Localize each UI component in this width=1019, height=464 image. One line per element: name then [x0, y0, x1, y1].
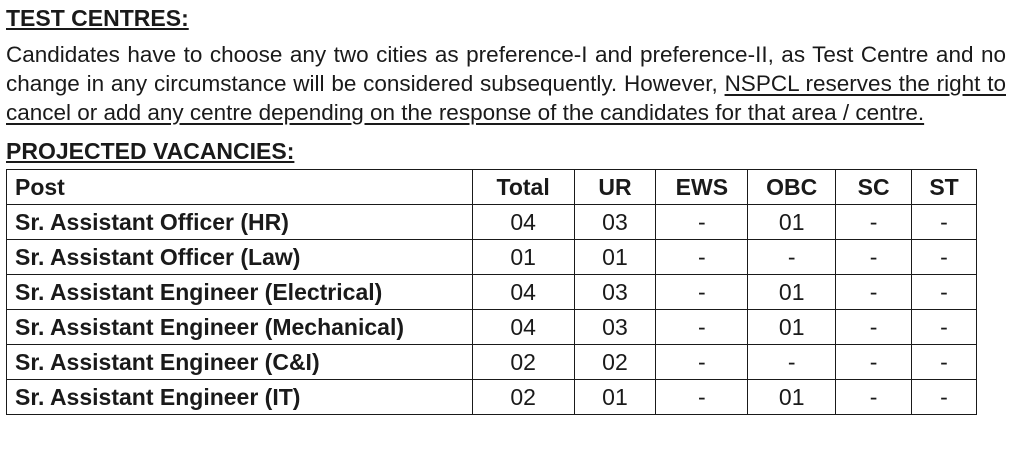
table-row	[7, 380, 977, 415]
total-cell: 04	[472, 205, 574, 240]
st-cell: -	[912, 345, 977, 380]
total-cell: 04	[472, 275, 574, 310]
ews-cell: -	[656, 310, 748, 345]
st-cell: -	[912, 310, 977, 345]
ews-cell: -	[656, 240, 748, 275]
obc-cell: 01	[748, 380, 836, 415]
total-cell: 02	[472, 345, 574, 380]
ews-cell: -	[656, 380, 748, 415]
projected-vacancies-heading: PROJECTED VACANCIES:	[6, 138, 295, 164]
total-cell: 04	[472, 310, 574, 345]
table-row	[7, 205, 977, 240]
sc-cell: -	[836, 380, 912, 415]
table-row	[7, 275, 977, 310]
column-header-sc: SC	[836, 170, 912, 205]
sc-cell: -	[836, 240, 912, 275]
table-row	[7, 345, 977, 380]
post-cell: Sr. Assistant Engineer (Electrical)	[7, 275, 473, 310]
obc-cell: 01	[748, 205, 836, 240]
st-cell: -	[912, 380, 977, 415]
ur-cell: 01	[574, 240, 656, 275]
column-header-ews: EWS	[656, 170, 748, 205]
obc-cell: -	[748, 345, 836, 380]
post-cell: Sr. Assistant Engineer (IT)	[7, 380, 473, 415]
post-cell: Sr. Assistant Engineer (Mechanical)	[7, 310, 473, 345]
test-centres-heading: TEST CENTRES:	[6, 5, 189, 31]
total-cell: 01	[472, 240, 574, 275]
st-cell: -	[912, 275, 977, 310]
st-cell: -	[912, 240, 977, 275]
ur-cell: 03	[574, 205, 656, 240]
test-centres-text: Candidates have to choose any two cities as preference-I and preference-II, as Test Centre and no change in any circumstance will be considered subsequently. However,	[6, 42, 1006, 96]
ur-cell: 01	[574, 380, 656, 415]
total-cell: 02	[472, 380, 574, 415]
sc-cell: -	[836, 205, 912, 240]
vacancies-table	[6, 169, 977, 415]
table-row	[7, 310, 977, 345]
column-header-ur: UR	[574, 170, 656, 205]
column-header-post: Post	[7, 170, 473, 205]
ews-cell: -	[656, 345, 748, 380]
post-cell: Sr. Assistant Officer (Law)	[7, 240, 473, 275]
sc-cell: -	[836, 275, 912, 310]
ews-cell: -	[656, 275, 748, 310]
ur-cell: 03	[574, 275, 656, 310]
column-header-obc: OBC	[748, 170, 836, 205]
ews-cell: -	[656, 205, 748, 240]
test-centres-paragraph	[6, 40, 1006, 127]
table-header-row	[7, 170, 977, 205]
post-cell: Sr. Assistant Engineer (C&I)	[7, 345, 473, 380]
table-row	[7, 240, 977, 275]
test-centres-underlined-text: NSPCL reserves the right to cancel or add any centre depending on the response of the candidates for that area / centre.	[6, 71, 1006, 125]
column-header-st: ST	[912, 170, 977, 205]
obc-cell: 01	[748, 275, 836, 310]
st-cell: -	[912, 205, 977, 240]
column-header-total: Total	[472, 170, 574, 205]
obc-cell: -	[748, 240, 836, 275]
obc-cell: 01	[748, 310, 836, 345]
post-cell: Sr. Assistant Officer (HR)	[7, 205, 473, 240]
ur-cell: 02	[574, 345, 656, 380]
sc-cell: -	[836, 310, 912, 345]
ur-cell: 03	[574, 310, 656, 345]
sc-cell: -	[836, 345, 912, 380]
